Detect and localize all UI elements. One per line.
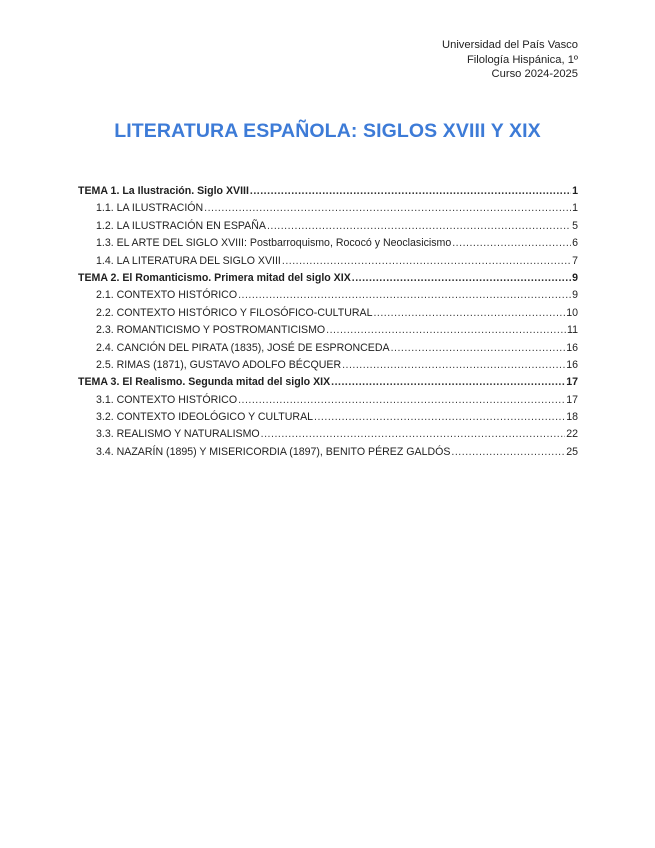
toc-leader-dots	[373, 305, 565, 322]
header-course: Curso 2024-2025	[491, 68, 578, 81]
toc-entry-section[interactable]	[78, 392, 578, 409]
toc-leader-dots	[238, 392, 565, 409]
toc-leader-dots	[238, 287, 571, 304]
toc-entry-label: 3.2. CONTEXTO IDEOLÓGICO Y CULTURAL	[96, 411, 314, 424]
toc-entry-page-number: 1	[572, 185, 578, 197]
toc-entry-page-number: 16	[566, 341, 578, 354]
toc-entry-label: 3.3. REALISMO Y NATURALISMO	[96, 428, 260, 441]
toc-entry-page-number: 17	[566, 376, 578, 389]
header-university: Universidad del País Vasco	[442, 39, 578, 51]
toc-entry-label: TEMA 3. El Realismo. Segunda mitad del siglo XIX	[78, 376, 331, 389]
toc-leader-dots	[452, 235, 571, 252]
toc-entry-page-number: 1	[572, 202, 578, 215]
toc-entry-section[interactable]	[78, 218, 578, 235]
table-of-contents	[78, 183, 578, 461]
toc-entry-section[interactable]	[78, 444, 578, 461]
document-title: LITERATURA ESPAÑOLA: SIGLOS XVIII Y XIX	[114, 120, 541, 142]
toc-entry-label: 2.2. CONTEXTO HISTÓRICO Y FILOSÓFICO-CULTURAL	[96, 306, 373, 319]
toc-leader-dots	[391, 340, 566, 357]
toc-leader-dots	[314, 409, 565, 426]
toc-leader-dots	[342, 357, 565, 374]
toc-entry-page-number: 25	[566, 445, 578, 458]
toc-entry-label: 2.1. CONTEXTO HISTÓRICO	[96, 289, 238, 302]
header-degree: Filología Hispánica, 1º	[466, 53, 578, 66]
toc-leader-dots	[451, 444, 565, 461]
toc-leader-dots	[261, 426, 566, 443]
toc-leader-dots	[352, 270, 571, 287]
toc-entry-label: 1.4. LA LITERATURA DEL SIGLO XVIII	[96, 254, 281, 267]
toc-entry-label: 1.3. EL ARTE DEL SIGLO XVIII: Postbarroquismo, Rococó y Neoclasicismo	[96, 237, 452, 250]
toc-entry-section[interactable]	[78, 340, 578, 357]
toc-entry-label: 3.4. NAZARÍN (1895) Y MISERICORDIA (1897), BENITO PÉREZ GALDÓS	[96, 445, 451, 458]
toc-entry-section[interactable]	[78, 287, 578, 304]
toc-entry-section[interactable]	[78, 409, 578, 426]
toc-entry-page-number: 10	[566, 306, 578, 319]
toc-entry-page-number: 7	[572, 254, 578, 267]
toc-entry-section[interactable]	[78, 305, 578, 322]
toc-leader-dots	[204, 200, 571, 217]
toc-entry-label: TEMA 1. La Ilustración. Siglo XVIII	[78, 185, 249, 197]
toc-leader-dots	[331, 374, 565, 391]
toc-entry-label: 1.2. LA ILUSTRACIÓN EN ESPAÑA	[96, 219, 266, 232]
toc-entry-page-number: 17	[566, 393, 578, 406]
toc-entry-label: 2.3. ROMANTICISMO Y POSTROMANTICISMO	[96, 324, 326, 337]
toc-entry-page-number: 9	[572, 289, 578, 302]
toc-entry-section[interactable]	[78, 200, 578, 217]
toc-leader-dots	[267, 218, 571, 235]
toc-entry-label: 1.1. LA ILUSTRACIÓN	[96, 202, 204, 215]
toc-leader-dots	[250, 183, 571, 200]
toc-entry-section[interactable]	[78, 322, 578, 339]
toc-entry-page-number: 16	[566, 358, 578, 371]
toc-entry-label: 3.1. CONTEXTO HISTÓRICO	[96, 393, 238, 406]
toc-entry-label: 2.4. CANCIÓN DEL PIRATA (1835), JOSÉ DE ESPRONCEDA	[96, 341, 390, 354]
toc-entry-section[interactable]	[78, 426, 578, 443]
toc-entry-section[interactable]	[78, 357, 578, 374]
document-header	[442, 38, 578, 82]
toc-entry-chapter[interactable]	[78, 183, 578, 200]
toc-entry-section[interactable]	[78, 235, 578, 252]
toc-entry-page-number: 9	[572, 271, 578, 284]
toc-entry-page-number: 18	[566, 411, 578, 424]
toc-entry-label: TEMA 2. El Romanticismo. Primera mitad del siglo XIX	[78, 271, 351, 284]
toc-entry-page-number: 11	[567, 324, 578, 337]
toc-leader-dots	[282, 253, 571, 270]
toc-entry-chapter[interactable]	[78, 270, 578, 287]
toc-leader-dots	[326, 322, 566, 339]
toc-entry-chapter[interactable]	[78, 374, 578, 391]
toc-entry-page-number: 6	[572, 237, 578, 250]
toc-entry-page-number: 5	[572, 219, 578, 232]
toc-entry-page-number: 22	[566, 428, 578, 441]
toc-entry-section[interactable]	[78, 253, 578, 270]
toc-entry-label: 2.5. RIMAS (1871), GUSTAVO ADOLFO BÉCQUER	[96, 358, 342, 371]
